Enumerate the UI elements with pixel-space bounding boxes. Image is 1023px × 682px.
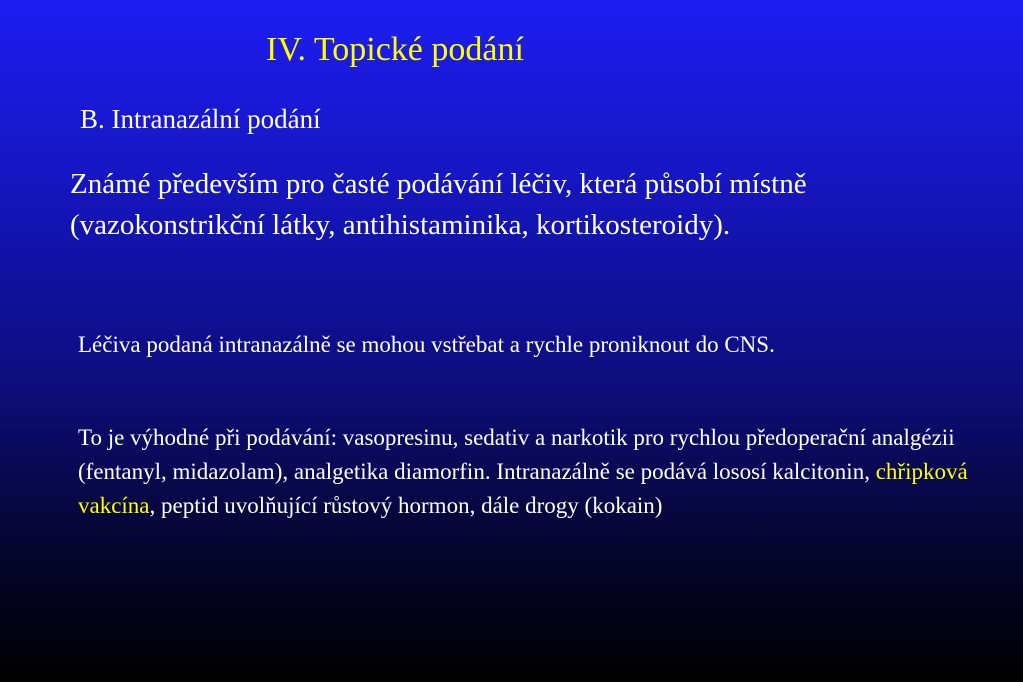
paragraph-advantages-text-before: To je výhodné při podávání: vasopresinu, sedativ a narkotik pro rychlou předoperační analgézii (fentanyl, midazolam), analgetika diamorfin. Intranazálně se podává lososí kalcitonin, <box>78 425 955 484</box>
slide-title: IV. Topické podání <box>266 31 524 68</box>
paragraph-advantages-text-after: , peptid uvolňující růstový hormon, dále drogy (kokain) <box>149 493 663 518</box>
slide-subtitle: B. Intranazální podání <box>80 104 321 134</box>
paragraph-advantages <box>78 421 978 523</box>
intro-paragraph: Známé především pro časté podávání léčiv, která působí místně (vazokonstrikční látky, antihistaminika, kortikosteroidy). <box>70 168 807 241</box>
highlighted-term-flu-vaccine: chřipková vakcína <box>78 459 968 518</box>
paragraph-absorption: Léčiva podaná intranazálně se mohou vstřebat a rychle proniknout do CNS. <box>78 332 775 357</box>
